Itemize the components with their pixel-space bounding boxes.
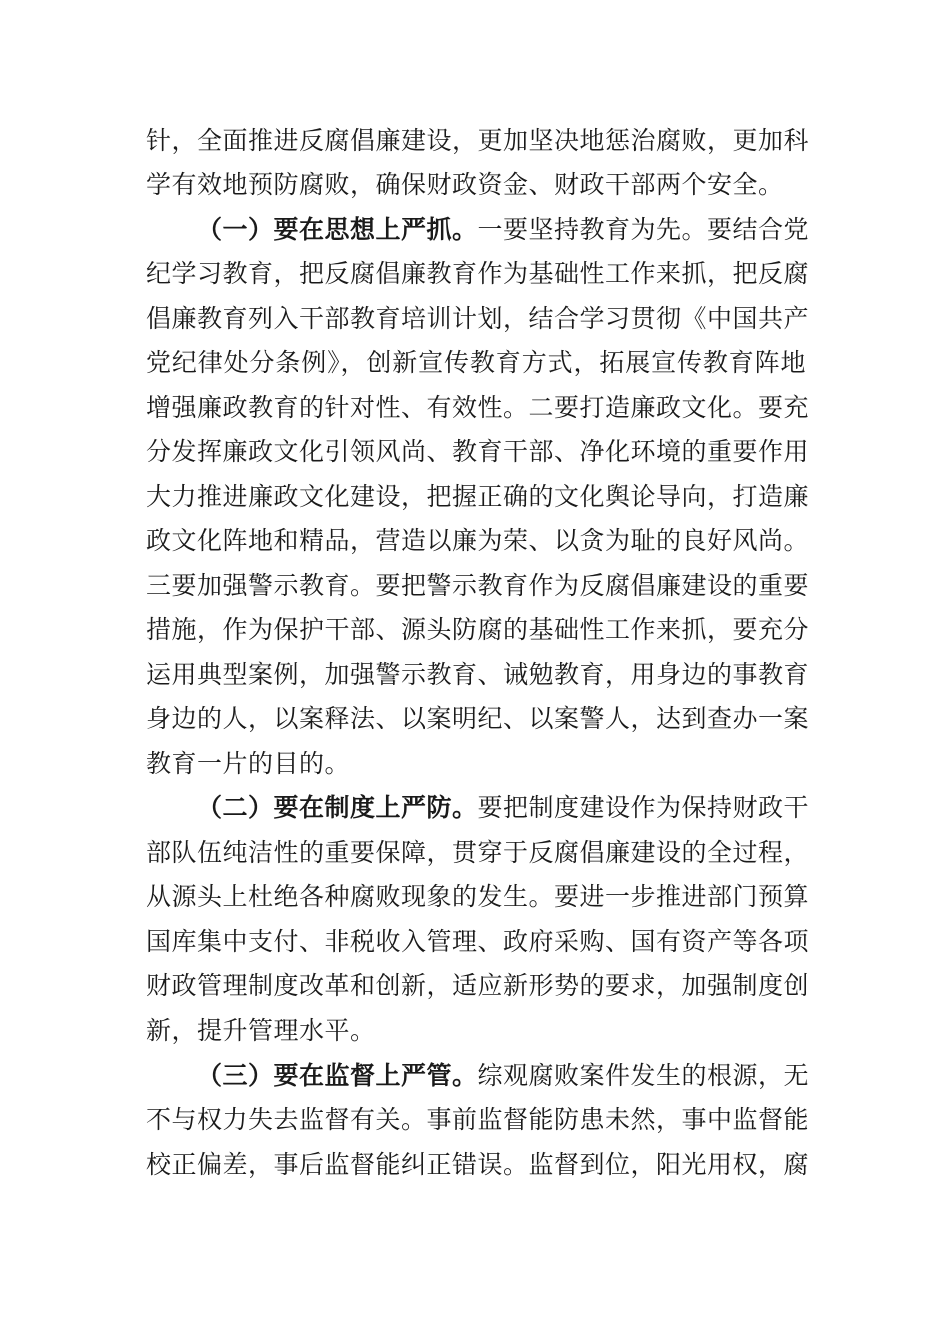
text-line: 运用典型案例，加强警示教育、诫勉教育，用身边的事教育: [146, 660, 810, 689]
text-line: 学有效地预防腐败，确保财政资金、财政干部两个安全。: [146, 170, 784, 199]
section-heading: （一）要在思想上严抓。: [197, 215, 478, 244]
text-line: 倡廉教育列入干部教育培训计划，结合学习贯彻《中国共产: [146, 304, 810, 333]
text-line: 从源头上杜绝各种腐败现象的发生。要进一步推进部门预算: [146, 882, 810, 911]
text-line: 大力推进廉政文化建设，把握正确的文化舆论导向，打造廉: [146, 482, 810, 511]
text-line: 党纪律处分条例》，创新宣传教育方式，拓展宣传教育阵地: [146, 348, 806, 377]
text-line: 针，全面推进反腐倡廉建设，更加坚决地惩治腐败，更加科: [146, 126, 810, 155]
text-line: 政文化阵地和精品，营造以廉为荣、以贪为耻的良好风尚。: [146, 526, 810, 555]
section-heading: （二）要在制度上严防。: [197, 793, 478, 822]
text-line: 部队伍纯洁性的重要保障，贯穿于反腐倡廉建设的全过程，: [146, 838, 810, 867]
text-line: 国库集中支付、非税收入管理、政府采购、国有资产等各项: [146, 927, 810, 956]
text-line: 身边的人，以案释法、以案明纪、以案警人，达到查办一案: [146, 704, 810, 733]
section-heading: （三）要在监督上严管。: [197, 1061, 478, 1090]
text-line: 增强廉政教育的针对性、有效性。二要打造廉政文化。要充: [146, 393, 810, 422]
text-line: 不与权力失去监督有关。事前监督能防患未然，事中监督能: [146, 1105, 810, 1134]
section-heading-line: （一）要在思想上严抓。一要坚持教育为先。要结合党: [197, 215, 810, 244]
text-line: 新，提升管理水平。: [146, 1016, 376, 1045]
text-line: 教育一片的目的。: [146, 749, 351, 778]
text-line: 措施，作为保护干部、源头防腐的基础性工作来抓，要充分: [146, 615, 810, 644]
section-heading-line: （三）要在监督上严管。综观腐败案件发生的根源，无: [197, 1061, 810, 1090]
text-line: 校正偏差，事后监督能纠正错误。监督到位，阳光用权，腐: [146, 1150, 810, 1179]
text-line: 三要加强警示教育。要把警示教育作为反腐倡廉建设的重要: [146, 571, 810, 600]
text-line: 纪学习教育，把反腐倡廉教育作为基础性工作来抓，把反腐: [146, 259, 810, 288]
section-heading-line: （二）要在制度上严防。要把制度建设作为保持财政干: [197, 793, 810, 822]
text-line: 分发挥廉政文化引领风尚、教育干部、净化环境的重要作用: [146, 437, 810, 466]
text-line: 财政管理制度改革和创新，适应新形势的要求，加强制度创: [146, 971, 810, 1000]
